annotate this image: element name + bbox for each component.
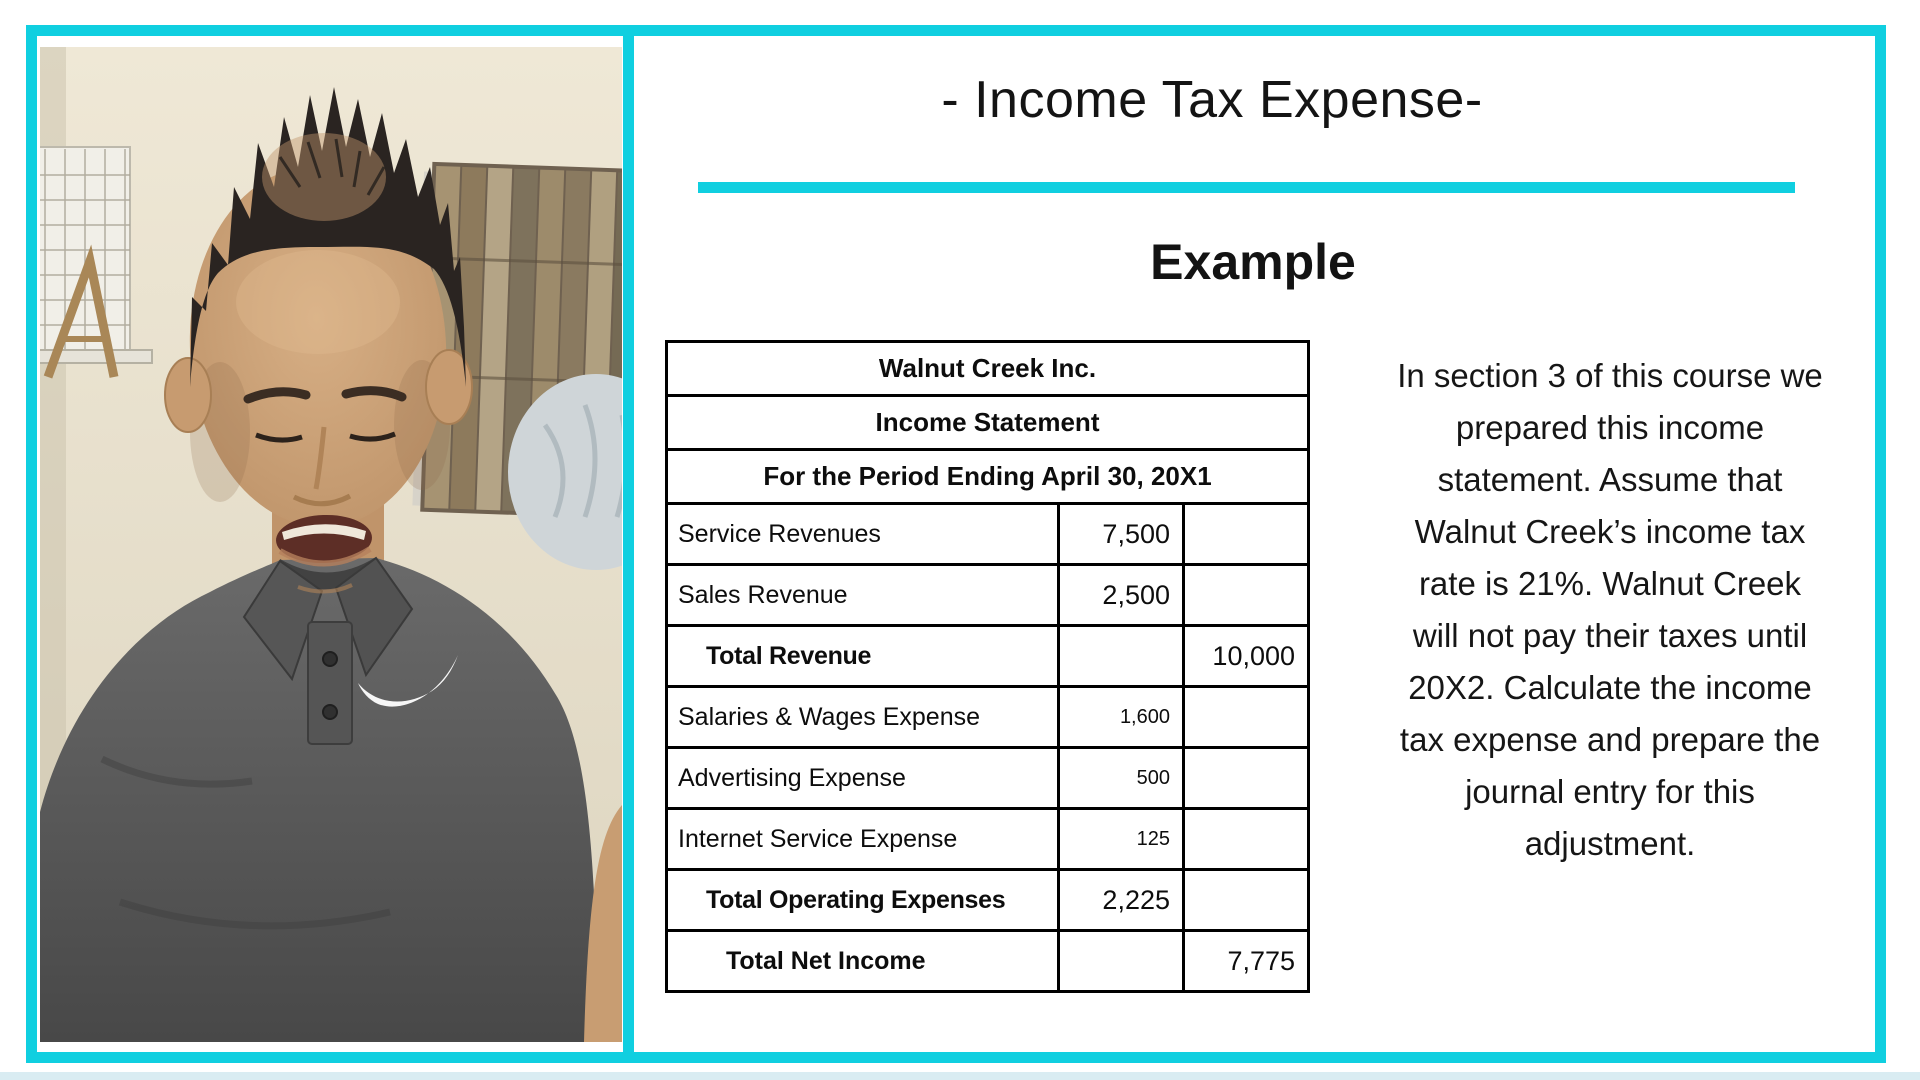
paragraph-line: prepared this income: [1455, 409, 1765, 446]
table-header-row: [667, 342, 1309, 396]
paragraph-line: In section 3 of this course we: [1397, 357, 1823, 394]
paragraph-line: statement. Assume that: [1437, 461, 1783, 498]
paragraph-line: tax expense and prepare the: [1399, 721, 1821, 758]
example-paragraph: [1352, 350, 1868, 870]
title-underline-rule: [698, 182, 1795, 193]
table-row: Service Revenues 7,500: [667, 504, 1309, 565]
slide-title: - Income Tax Expense-: [941, 71, 1483, 129]
table-row: Salaries & Wages Expense 1,600: [667, 687, 1309, 748]
table-row-total-revenue: Total Revenue 10,000: [667, 626, 1309, 687]
table-row: Sales Revenue 2,500: [667, 565, 1309, 626]
table-row-total-net-income: Total Net Income 7,775: [667, 931, 1309, 992]
paragraph-line: 20X2. Calculate the income: [1408, 669, 1812, 706]
paragraph-line: adjustment.: [1524, 825, 1696, 862]
table-row: Advertising Expense 500: [667, 748, 1309, 809]
income-statement-table: [665, 340, 1310, 993]
paragraph-line: Walnut Creek’s income tax: [1414, 513, 1806, 550]
company-name: Walnut Creek Inc.: [667, 342, 1309, 396]
table-row: Internet Service Expense 125: [667, 809, 1309, 870]
table-row-total-operating-expenses: Total Operating Expenses 2,225: [667, 870, 1309, 931]
cyan-vertical-divider: [623, 36, 634, 1052]
table-header-row: [667, 450, 1309, 504]
paragraph-line: journal entry for this: [1465, 773, 1755, 810]
example-heading: Example: [1150, 234, 1356, 290]
statement-title: Income Statement: [667, 396, 1309, 450]
table-header-row: [667, 396, 1309, 450]
paragraph-line: rate is 21%. Walnut Creek: [1418, 565, 1802, 602]
statement-period: For the Period Ending April 30, 20X1: [667, 450, 1309, 504]
paragraph-line: will not pay their taxes until: [1412, 617, 1808, 654]
bottom-edge-strip: [0, 1072, 1920, 1080]
